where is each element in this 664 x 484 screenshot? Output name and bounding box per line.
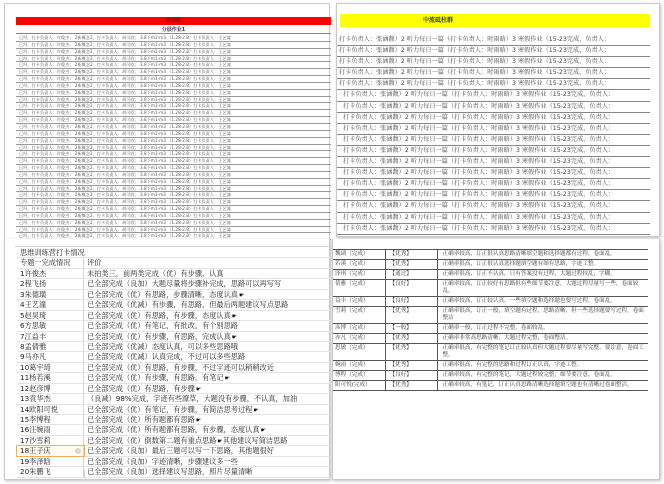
student-name: 10葛宇琦 <box>20 362 51 372</box>
checkin-row: 已经，打卡负责人：许俊杰； 2新概念2，打卡负责人：胡可欣； 3.8下m1-m3 （1.28-2.8）打卡负责人：王艺潼 <box>16 90 331 97</box>
student-row[interactable] <box>17 332 331 342</box>
checkin-row: 已经，打卡负责人：许俊杰； 2新概念2，打卡负责人：胡可欣； 3.8下m1-m3 （1.28-2.8）打卡负责人：王艺潼 <box>16 131 331 138</box>
checkin-row: 已经，打卡负责人：许俊杰； 2新概念2，打卡负责人：胡可欣； 3.8下m1-m3 （1.28-2.8）打卡负责人：王艺潼 <box>16 233 331 240</box>
thumbs-up-icon: ☛ <box>231 333 238 341</box>
comment-cell[interactable] <box>84 457 331 466</box>
comment-cell[interactable] <box>84 373 331 382</box>
student-name-cell[interactable] <box>17 384 84 393</box>
assignment-row: 打卡负责人：张涵馥）2 听力每日一篇（打卡负责人：时雨晗）3 寒假作业（15-23完成，负责人： <box>337 157 650 168</box>
comment-text: 已全部完成（优减）有步骤，有思路，但最后两题建议写点思路 <box>87 300 289 310</box>
checkin-row: 已经，打卡负责人：许俊杰； 2新概念2，打卡负责人：胡可欣； 3.8下m1-m3 （1.28-2.8）打卡负责人：王艺潼 <box>16 145 331 152</box>
checkin-row: 已经，打卡负责人：许俊杰； 2新概念2，打卡负责人：胡可欣； 3.8下m1-m3 （1.28-2.8）打卡负责人：王艺潼 <box>16 151 331 158</box>
student-name-cell[interactable] <box>17 425 84 434</box>
checkin-row: 已经，打卡负责人：许俊杰； 2新概念2，打卡负责人：胡可欣； 3.8下m1-m3 （1.28-2.8）打卡负责人：王艺潼 <box>16 179 331 186</box>
assignment-row: 打卡负责人：张涵馥）2 听力每日一篇（打卡负责人：时雨晗）3 寒假作业（15-23完成，负责人： <box>337 57 650 68</box>
student-status-cell: 雪莉（完成） <box>333 307 385 324</box>
assignment-row: 打卡负责人：张涵馥）2 听力每日一篇（打卡负责人：时雨晗）3 寒假作业（15-23完成，负责人： <box>337 79 650 90</box>
student-status-cell: 思敏（完成） <box>333 344 385 361</box>
student-name-cell[interactable] <box>17 467 84 476</box>
checkin-row: 已经，打卡负责人：许俊杰； 2新概念2，打卡负责人：胡可欣； 3.8下m1-m3 （1.28-2.8）打卡负责人：王艺潼 <box>16 42 331 49</box>
comment-cell[interactable] <box>84 269 331 278</box>
checkin-row: 已经，打卡负责人：许俊杰； 2新概念2，打卡负责人：胡可欣； 3.8下m1-m3 （1.28-2.8）打卡负责人：王艺潼 <box>16 97 331 104</box>
pillar-group-sheet-panel <box>336 3 660 237</box>
student-name-cell[interactable] <box>17 373 84 382</box>
evaluation-row <box>333 280 648 297</box>
class-group-header: 班级群 <box>16 17 331 25</box>
sheet-top-edge <box>15 239 331 247</box>
assignment-row: 打卡负责人：张涵馥）2 听力每日一篇（打卡负责人：时雨晗）3 寒假作业（15-23完成，负责人： <box>337 124 650 135</box>
grade-cell: 【优秀】 <box>385 361 437 371</box>
comment-text: 已全部完成（良加）大题尽量将步骤补完成，思路可以再写写 <box>87 279 282 289</box>
checkin-row: 已经，打卡负责人：许俊杰； 2新概念2，打卡负责人：胡可欣； 3.8下m1-m3 （1.28-2.8）打卡负责人：王艺潼 <box>16 56 331 63</box>
grade-cell: 【优秀】 <box>385 260 437 270</box>
evaluation-comment-cell: 正确率很高，订正很认真选择题填空题有图有思路，字迹工整。 <box>437 260 648 270</box>
checkin-row: 已经，打卡负责人：许俊杰； 2新概念2，打卡负责人：胡可欣； 3.8下m1-m3 （1.28-2.8）打卡负责人：王艺潼 <box>16 110 331 117</box>
comment-text: 已全部完成（优）倒数第二题有重点思路 <box>87 435 217 445</box>
grade-cell: 【优秀】 <box>385 344 437 361</box>
comment-cell[interactable] <box>84 384 331 393</box>
checkin-row: 已经，打卡负责人：许俊杰； 2新概念2，打卡负责人：胡可欣； 3.8下m1-m3 （1.28-2.8）打卡负责人：王艺潼 <box>16 206 331 213</box>
grade-cell: 【优秀】 <box>385 307 437 324</box>
comment-cell[interactable] <box>84 332 331 341</box>
comment-cell[interactable] <box>84 405 331 414</box>
comment-cell[interactable] <box>84 352 331 361</box>
comment-text: 已全部完成（优）有思路，有步骤，态度认真 <box>87 310 231 320</box>
student-name-cell[interactable] <box>17 332 84 341</box>
column-divider <box>84 470 85 480</box>
thumbs-up-icon: ☛ <box>195 385 202 393</box>
student-name: 14欧阳可悦 <box>20 404 58 414</box>
student-row[interactable] <box>17 425 331 435</box>
student-row[interactable] <box>17 279 331 289</box>
student-status-cell: 博程（完成） <box>333 371 385 381</box>
thumbs-up-icon: ☛ <box>195 417 202 424</box>
evaluation-comment-cell: 正确率非常高思路清晰，大题过程完整，卷面整洁。 <box>437 334 648 344</box>
checkin-row: 已经，打卡负责人：许俊杰； 2新概念2，打卡负责人：胡可欣； 3.8下m1-m3 （1.28-2.8）打卡负责人：王艺潼 <box>16 192 331 199</box>
student-name: 5赵昊琦 <box>20 310 47 320</box>
student-row[interactable] <box>17 394 331 404</box>
comment-text: 已全部完成（优）有笔记，有批改，有个别思路 <box>87 321 238 331</box>
comment-text: 已全部完成（良加）最后三题可以写一下思路，其他题很好 <box>87 446 274 456</box>
student-name: 9马亦凡 <box>20 352 47 362</box>
comment-text: 已全部完成（优）所有题都有思路 <box>87 415 195 424</box>
student-name-cell[interactable] <box>17 311 84 320</box>
checkin-row: 已经，打卡负责人：许俊杰； 2新概念2，打卡负责人：胡可欣； 3.8下m1-m3 （1.28-2.8）打卡负责人：王艺潼 <box>16 172 331 179</box>
student-name-cell[interactable] <box>17 405 84 414</box>
checkin-row: 已经，打卡负责人：许俊杰； 2新概念2，打卡负责人：胡可欣； 3.8下m1-m3 （1.28-2.8）打卡负责人：王艺潼 <box>16 199 331 206</box>
evaluation-row <box>333 324 648 334</box>
checkin-row: 已经，打卡负责人：许俊杰； 2新概念2，打卡负责人：胡可欣； 3.8下m1-m3 （1.28-2.8）打卡负责人：王艺潼 <box>16 186 331 193</box>
student-name-cell[interactable] <box>17 321 84 330</box>
student-name: 7江益丰 <box>20 331 47 341</box>
student-row[interactable] <box>17 384 331 394</box>
comment-cell[interactable] <box>84 425 331 434</box>
comment-cell[interactable] <box>84 290 331 299</box>
checkin-row: 已经，打卡负责人：许俊杰； 2新概念2，打卡负责人：胡可欣； 3.8下m1-m3 （1.28-2.8）打卡负责人：王艺潼 <box>16 83 331 90</box>
comment-text: 已全部完成（良加）选择建议写思路，照片尽量清晰 <box>87 467 253 477</box>
student-name: 2程飞扬 <box>20 279 47 289</box>
student-name-cell[interactable] <box>17 415 84 424</box>
student-name-cell[interactable] <box>17 394 84 403</box>
student-status-cell: 阳可悦(完成） <box>333 381 385 391</box>
student-name-cell[interactable] <box>17 457 84 466</box>
assignment-row: 打卡负责人：张涵馥）2 听力每日一篇（打卡负责人：时雨晗）3 寒假作业（15-23完成，负责人： <box>337 201 650 212</box>
student-row[interactable] <box>17 436 331 446</box>
assignment-row: 打卡负责人：张涵馥）2 听力每日一篇（打卡负责人：时雨晗）3 寒假作业（15-23完成，负责人： <box>337 224 650 235</box>
comment-text-extra: 其他建议写简洁思路 <box>222 435 288 445</box>
checkin-row: 已经，打卡负责人：许俊杰； 2新概念2，打卡负责人：胡可欣； 3.8下m1-m3 （1.28-2.8）打卡负责人：王艺潼 <box>16 213 331 220</box>
student-name-cell[interactable] <box>17 279 84 288</box>
student-name: 8孟倩雅 <box>20 341 47 351</box>
comment-cell[interactable] <box>84 394 331 403</box>
thumbs-up-icon: ☛ <box>224 375 230 383</box>
evaluation-comment-cell: 正确率很高，有完整的笔记订正较认真但大题过程要尽量写完整，要注意，卷面工整。 <box>437 344 648 361</box>
evaluation-comment-cell: 正确率较高，有笔记，订正认真思路清晰选择题填空题也有清晰过卷面整洁。 <box>437 381 648 391</box>
comment-text: 已全部完成（优）有笔记，有步骤，有简洁思考过程 <box>87 404 253 414</box>
student-row[interactable] <box>17 446 331 456</box>
student-row[interactable] <box>17 373 331 383</box>
student-status-cell: 魏璃（完成） <box>333 250 385 260</box>
student-status-cell: 若溪（完成） <box>333 260 385 270</box>
grade-cell: 【优秀】 <box>385 381 437 391</box>
student-row[interactable] <box>17 405 331 415</box>
student-name-cell[interactable] <box>17 342 84 351</box>
comment-text: 未拍类三，前两类完成（优）有步骤，认真 <box>87 268 224 278</box>
checkin-row: 已经，打卡负责人：许俊杰； 2新概念2，打卡负责人：胡可欣； 3.8下m1-m3 （1.28-2.8）打卡负责人：王艺潼 <box>16 158 331 165</box>
student-status-cell: 婉雨（完成） <box>333 361 385 371</box>
comment-cell[interactable] <box>84 279 331 288</box>
assignment-row: 打卡负责人：张涵馥）2 听力每日一篇（打卡负责人：时雨晗）3 寒假作业（15-23完成，负责人： <box>337 113 650 124</box>
comment-cell[interactable] <box>84 300 331 309</box>
comment-text: 已全部完成（良加）字迹清晰，步骤建议多一些 <box>87 456 238 466</box>
checkin-row: 已经，打卡负责人：许俊杰； 2新概念2，打卡负责人：胡可欣； 3.8下m1-m3 （1.28-2.8）打卡负责人：王艺潼 <box>16 103 331 110</box>
evaluation-comment-cell: 正确率较高，订正很认真思路清晰填空题和选择题都有过程，卷面乱。 <box>437 250 648 260</box>
student-name: 15李博程 <box>20 415 51 424</box>
comment-cell[interactable] <box>84 342 331 351</box>
student-name: 4王艺潼 <box>20 300 47 310</box>
comment-cell[interactable] <box>84 446 331 455</box>
checkin-row: 已经，打卡负责人：许俊杰； 2新概念2，打卡负责人：胡可欣； 3.8下m1-m3 （1.28-2.8）打卡负责人：王艺潼 <box>16 117 331 124</box>
assignment-row: 打卡负责人：张涵馥）2 听力每日一篇（打卡负责人：时雨晗）3 寒假作业（15-23完成，负责人： <box>337 102 650 113</box>
comment-cell[interactable] <box>84 321 331 330</box>
evaluation-comment-cell: 正确率较高，有完整的笔记，大题过程较完整，细节要注意，卷面乱。 <box>437 371 648 381</box>
evaluation-row <box>333 307 648 324</box>
grade-cell: 【良好】 <box>385 371 437 381</box>
student-status-cell: 泽琪（完成） <box>333 270 385 280</box>
student-name: 20朱鹏飞 <box>20 467 51 477</box>
comment-cell[interactable] <box>84 415 331 424</box>
student-row[interactable] <box>17 342 331 352</box>
student-name-cell[interactable] <box>17 290 84 299</box>
student-row[interactable] <box>17 352 331 362</box>
comment-text: 已全部完成（优）所有题都有思路，有步骤，态度认真 <box>87 425 260 435</box>
evaluation-document-table <box>332 239 660 480</box>
checkin-row: 已经，打卡负责人：许俊杰； 2新概念2，打卡负责人：胡可欣； 3.8下m1-m3 （1.28-2.8）打卡负责人：王艺潼 <box>16 35 331 42</box>
thumbs-up-icon: ☛ <box>260 427 266 435</box>
comment-text: 已全部完成（优减）认真完成，不过可以多些思路 <box>87 352 246 362</box>
comment-text: 已全部完成（优减）态度认真，可以多些思路哦 <box>87 341 238 351</box>
student-name: 18王子庆 <box>20 446 51 456</box>
student-name: 16汪婉雨 <box>20 425 51 435</box>
assignment-row: 打卡负责人：张涵馥）2 听力每日一篇（打卡负责人：时雨晗）3 寒假作业（15-23完成，负责人： <box>337 35 650 46</box>
header-name-cell[interactable]: 专题一完成情况 <box>17 258 84 267</box>
student-name: 19李泽晗 <box>20 456 51 466</box>
comment-text: 已全部完成（优）有思路，步骤清晰，态度认真 <box>87 289 238 299</box>
evaluation-row <box>333 260 648 270</box>
student-name-cell[interactable] <box>17 300 84 309</box>
evaluation-row <box>333 334 648 344</box>
header-comment-cell[interactable]: 评价 <box>87 258 102 268</box>
paste-options-icon[interactable] <box>75 448 81 454</box>
checkin-row: 已经，打卡负责人：许俊杰； 2新概念2，打卡负责人：胡可欣； 3.8下m1-m3 （1.28-2.8）打卡负责人：王艺潼 <box>16 76 331 83</box>
student-name: 11杨若溪 <box>20 373 51 383</box>
student-row[interactable] <box>17 415 331 425</box>
sheet-grid <box>17 248 331 478</box>
student-name: 1许俊杰 <box>20 268 47 278</box>
evaluation-row <box>333 361 648 371</box>
thumbs-up-icon: ☛ <box>231 312 238 320</box>
assignment-row: 打卡负责人：张涵馥）2 听力每日一篇（打卡负责人：时雨晗）3 寒假作业（15-23完成，负责人： <box>337 68 650 79</box>
comment-text: 已全部完成（优）有思路，有步骤 <box>87 383 195 393</box>
student-row[interactable] <box>17 311 331 321</box>
evaluation-comment-cell: 正确率很高，订正一般，填空题有过程，思路清晰，但一些选择题要写过程，卷面整洁 <box>437 307 648 324</box>
thumbs-up-icon: ☛ <box>217 437 223 445</box>
grade-cell: 【良好】 <box>385 280 437 297</box>
empty-cell[interactable] <box>84 248 331 257</box>
evaluation-comment-cell: 正确率较高，订正较认真，一些填空题和选择题也要写过程，卷面乱。 <box>437 297 648 307</box>
evaluation-table <box>333 249 648 391</box>
student-name: 17沙雪莉 <box>20 435 51 445</box>
comment-text: 已全部完成（优）有步骤，有思路，完成认真 <box>87 331 231 341</box>
student-status-cell: 彦博（完成） <box>333 324 385 334</box>
evaluation-comment-cell: 正确率很高，订正不认真，只有答案没有过程，大题过程较乱，字糊。 <box>437 270 648 280</box>
evaluation-comment-cell: 正确率很高，有完整的思路和过程订正认真，字迹工整。 <box>437 361 648 371</box>
student-name: 12赵彦博 <box>20 383 51 393</box>
student-row[interactable] <box>17 321 331 331</box>
evaluation-row <box>333 297 648 307</box>
student-row[interactable] <box>17 457 331 467</box>
checkin-row: 已经，打卡负责人：许俊杰； 2新概念2，打卡负责人：胡可欣； 3.8下m1-m3 （1.28-2.8）打卡负责人：王艺潼 <box>16 49 331 56</box>
class-group-sheet-panel <box>4 3 330 239</box>
grade-cell: 【优秀】 <box>385 250 437 260</box>
checkin-row: 已经，打卡负责人：许俊杰； 2新概念2，打卡负责人：胡可欣； 3.8下m1-m3 （1.28-2.8）打卡负责人：王艺潼 <box>16 62 331 69</box>
evaluation-row <box>333 381 648 391</box>
comment-cell[interactable] <box>84 436 331 445</box>
student-row[interactable] <box>17 363 331 373</box>
student-name-cell[interactable] <box>17 363 84 372</box>
grade-cell: 【优秀】 <box>385 334 437 344</box>
comment-text: 已全部完成（优）有思路，有步骤，不过字迹可以稍稍改近 <box>87 362 274 372</box>
thumbs-up-icon: ☛ <box>253 406 259 414</box>
checkin-row: 已经，打卡负责人：许俊杰； 2新概念2，打卡负责人：胡可欣； 3.8下m1-m3 （1.28-2.8）打卡负责人：王艺潼 <box>16 69 331 76</box>
assignment-row: 打卡负责人：张涵馥）2 听力每日一篇（打卡负责人：时雨晗）3 寒假作业（15-23完成，负责人： <box>337 135 650 146</box>
student-name: 3朱德璜 <box>20 289 47 299</box>
student-name-cell[interactable] <box>17 436 84 445</box>
evaluation-row <box>333 270 648 280</box>
evaluation-comment-cell: 正确率较高，订正较好有思路但有些细节要注意，大题过程尽量写一些，卷面较乱。 <box>437 280 648 297</box>
checkin-row: 已经，打卡负责人：许俊杰； 2新概念2，打卡负责人：胡可欣； 3.8下m1-m3 （1.28-2.8）打卡负责人：王艺潼 <box>16 138 331 145</box>
checkin-row: 已经，打卡负责人：许俊杰； 2新概念2，打卡负责人：胡可欣； 3.8下m1-m3 （1.28-2.8）打卡负责人：王艺潼 <box>16 165 331 172</box>
student-row[interactable] <box>17 290 331 300</box>
assignment-row: 打卡负责人：张涵馥）2 听力每日一篇（打卡负责人：时雨晗）3 寒假作业（15-23完成，负责人： <box>337 46 650 57</box>
student-status-cell: 亦凡（完成） <box>333 334 385 344</box>
grade-cell: 【良好】 <box>385 297 437 307</box>
evaluation-row <box>333 344 648 361</box>
assignment-row: 打卡负责人：张涵馥）2 听力每日一篇（打卡负责人：时雨晗）3 寒假作业（15-23完成，负责人： <box>337 179 650 190</box>
evaluation-comment-cell: 正确率一般，订正过程不完整，卷面较乱。 <box>437 324 648 334</box>
checkin-row: 已经，打卡负责人：许俊杰； 2新概念2，打卡负责人：胡可欣； 3.8下m1-m3 （1.28-2.8）打卡负责人：王艺潼 <box>16 220 331 227</box>
student-row[interactable] <box>17 467 331 477</box>
checkin-rows <box>16 35 331 247</box>
pillar-group-header: 中流砥柱群 <box>340 14 650 27</box>
sheet-title-cell[interactable]: 思维训练营打卡情况 <box>20 248 85 257</box>
comment-text: （良减）98%完成，字迹有些潦草，大题没有步骤，不认真，加油 <box>87 394 298 404</box>
student-status-cell: 倩雅（完成） <box>333 280 385 297</box>
student-name: 13袁华杰 <box>20 394 51 404</box>
assignment-row: 打卡负责人：张涵馥）2 听力每日一篇（打卡负责人：时雨晗）3 寒假作业（15-23完成，负责人： <box>337 190 650 201</box>
grade-cell: 【通过】 <box>385 270 437 280</box>
assignment-rows <box>337 35 650 235</box>
grade-cell: 【一般】 <box>385 324 437 334</box>
thumbs-up-icon: ☛ <box>238 291 245 299</box>
comment-cell[interactable] <box>84 363 331 372</box>
evaluation-row <box>333 250 648 260</box>
checkin-row: 已经，打卡负责人：许俊杰； 2新概念2，打卡负责人：胡可欣； 3.8下m1-m3 （1.28-2.8）打卡负责人：王艺潼 <box>16 124 331 131</box>
student-name-cell[interactable] <box>17 446 84 455</box>
thinking-camp-spreadsheet <box>4 239 330 480</box>
student-row[interactable] <box>17 300 331 310</box>
student-name-cell[interactable] <box>17 352 84 361</box>
assignment-row: 打卡负责人：张涵馥）2 听力每日一篇（打卡负责人：时雨晗）3 寒假作业（15-23完成，负责人： <box>337 213 650 224</box>
student-row[interactable] <box>17 269 331 279</box>
layered-homework-title: 分层作业1 <box>16 26 331 34</box>
column-header-row[interactable] <box>17 258 331 268</box>
assignment-row: 打卡负责人：张涵馥）2 听力每日一篇（打卡负责人：时雨晗）3 寒假作业（15-23完成，负责人： <box>337 146 650 157</box>
student-name-cell[interactable] <box>17 269 84 278</box>
student-name: 6方思敏 <box>20 321 47 331</box>
comment-cell[interactable] <box>84 467 331 476</box>
sheet-title-row[interactable] <box>17 248 331 258</box>
assignment-row: 打卡负责人：张涵馥）2 听力每日一篇（打卡负责人：时雨晗）3 寒假作业（15-23完成，负责人： <box>337 168 650 179</box>
assignment-row: 打卡负责人：张涵馥）2 听力每日一篇（打卡负责人：时雨晗）3 寒假作业（15-23完成，负责人： <box>337 90 650 101</box>
student-status-cell: 益丰（完成） <box>333 297 385 307</box>
comment-text: 已全部完成（优）有步骤，有思路，有笔记 <box>87 373 224 383</box>
checkin-row: 已经，打卡负责人：许俊杰； 2新概念2，打卡负责人：胡可欣； 3.8下m1-m3 （1.28-2.8）打卡负责人：王艺潼 <box>16 227 331 234</box>
comment-cell[interactable] <box>84 311 331 320</box>
evaluation-row <box>333 371 648 381</box>
